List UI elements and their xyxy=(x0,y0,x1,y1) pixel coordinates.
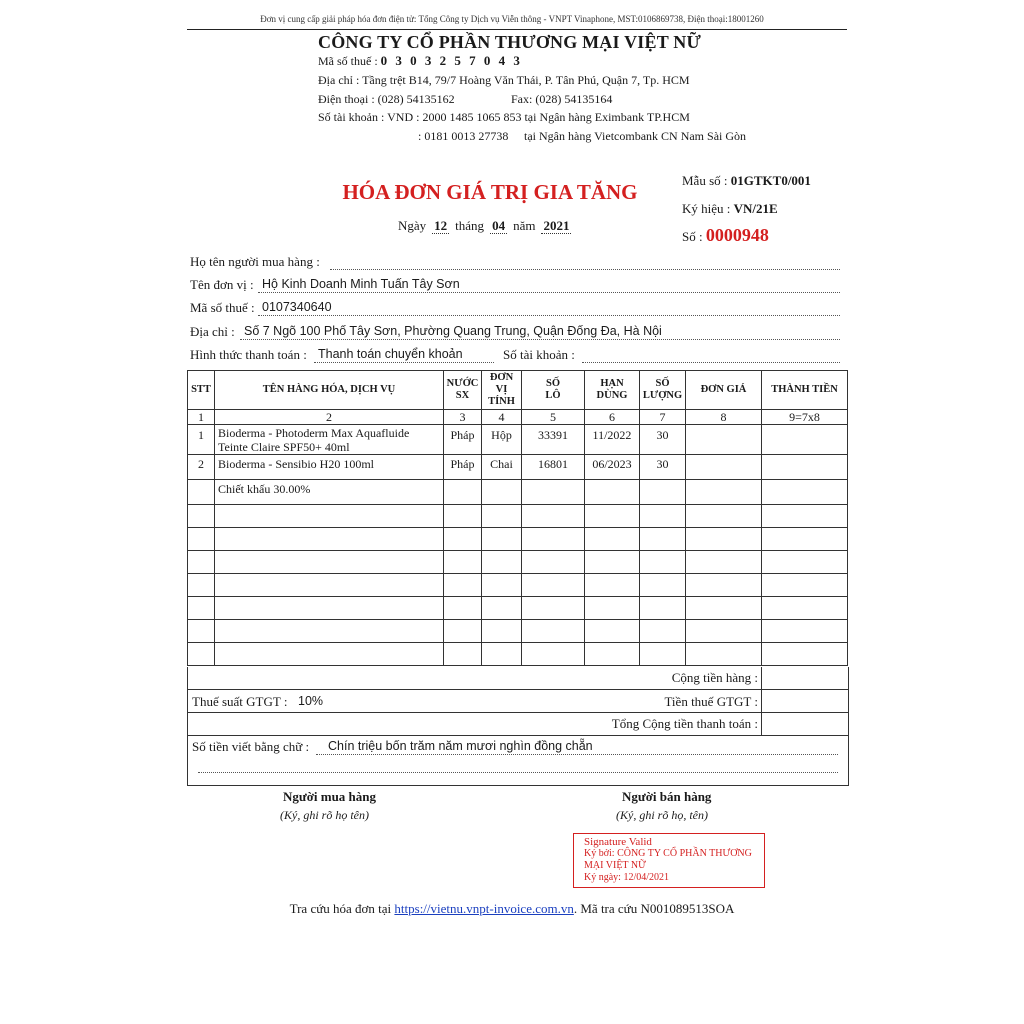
invoice-date xyxy=(398,218,577,234)
seller-account-1: Số tài khoản : VND : 2000 1485 1065 853 tại Ngân hàng Eximbank TP.HCM xyxy=(318,110,690,124)
table-row-empty xyxy=(188,597,848,620)
invoice-number xyxy=(682,225,769,246)
month-label: tháng xyxy=(455,218,485,233)
payment-line xyxy=(314,362,494,363)
seller-tax xyxy=(318,53,522,69)
form-value: 01GTKT0/001 xyxy=(730,173,811,188)
buyer-unit-value: Hộ Kinh Doanh Minh Tuấn Tây Sơn xyxy=(262,277,460,291)
signature-valid-text: Signature Valid xyxy=(584,836,652,848)
payment-value: Thanh toán chuyển khoản xyxy=(318,347,463,361)
buyer-sign-title: Người mua hàng xyxy=(283,789,377,804)
row-name: Bioderma - Photoderm Max Aquafluide Teinte Claire SPF50+ 40ml xyxy=(215,425,444,455)
buyer-address-value: Số 7 Ngõ 100 Phố Tây Sơn, Phường Quang Trung, Quận Đống Đa, Hà Nội xyxy=(244,324,662,338)
col-number: 1 xyxy=(188,410,215,425)
row-price xyxy=(686,425,762,455)
col-origin: NƯỚC SX xyxy=(444,371,482,410)
table-row-empty xyxy=(188,505,848,528)
number-label: Số : xyxy=(682,229,703,244)
words-value: Chín triệu bốn trăm năm mươi nghìn đồng chẵn xyxy=(328,739,593,753)
col-price: ĐƠN GIÁ xyxy=(686,371,762,410)
lookup-link[interactable]: https://vietnu.vnpt-invoice.com.vn xyxy=(394,901,574,916)
day-label: Ngày xyxy=(398,218,427,233)
col-number: 5 xyxy=(522,410,585,425)
row-qty xyxy=(640,480,686,505)
row-origin: Pháp xyxy=(444,425,482,455)
row-unit: Hộp xyxy=(482,425,522,455)
col-number: 2 xyxy=(215,410,444,425)
buyer-tax-label: Mã số thuế : xyxy=(190,300,255,315)
seller-phone: Điện thoại : (028) 54135162 xyxy=(318,92,455,106)
words-line-2 xyxy=(198,772,838,773)
col-amount: THÀNH TIỀN xyxy=(762,371,848,410)
row-amount xyxy=(762,425,848,455)
row-stt: 1 xyxy=(188,425,215,455)
row-amount xyxy=(762,455,848,480)
subtotal-value xyxy=(761,667,848,689)
buyer-address-label: Địa chỉ : xyxy=(190,324,235,339)
column-number-row xyxy=(188,410,848,425)
header-divider xyxy=(187,29,847,30)
seller-account-2-bank: tại Ngân hàng Vietcombank CN Nam Sài Gòn xyxy=(524,129,747,143)
symbol-label: Ký hiệu : xyxy=(682,201,731,216)
col-stt: STT xyxy=(188,371,215,410)
buyer-tax-value: 0107340640 xyxy=(262,300,332,314)
provider-note: Đơn vị cung cấp giải pháp hóa đơn điện tử: Tổng Công ty Dịch vụ Viễn thông - VNPT Vinaphone, MST:0106869738, Điện thoại:18001260 xyxy=(260,14,764,24)
row-expiry: 11/2022 xyxy=(585,425,640,455)
buyer-account-line xyxy=(582,362,840,363)
buyer-address-line xyxy=(240,339,840,340)
col-number: 8 xyxy=(686,410,762,425)
vat-value xyxy=(761,690,848,712)
seller-account-2-no: : 0181 0013 27738 xyxy=(418,129,509,143)
day-value: 12 xyxy=(434,218,448,233)
table-row-empty xyxy=(188,551,848,574)
seller-address: Địa chỉ : Tầng trệt B14, 79/7 Hoàng Văn Thái, P. Tân Phú, Quận 7, Tp. HCM xyxy=(318,73,690,87)
row-name: Bioderma - Sensibio H20 100ml xyxy=(215,455,444,480)
year-value: 2021 xyxy=(543,218,570,233)
row-lot xyxy=(522,480,585,505)
col-name: TÊN HÀNG HÓA, DỊCH VỤ xyxy=(215,371,444,410)
words-line-1 xyxy=(316,754,838,755)
col-unit: ĐƠN VỊ TÍNH xyxy=(482,371,522,410)
items-table xyxy=(187,370,848,666)
row-origin: Pháp xyxy=(444,455,482,480)
col-number: 3 xyxy=(444,410,482,425)
row-lot: 16801 xyxy=(522,455,585,480)
row-qty: 30 xyxy=(640,455,686,480)
buyer-account-label: Số tài khoản : xyxy=(503,347,575,362)
seller-fax: Fax: (028) 54135164 xyxy=(511,92,613,106)
row-expiry: 06/2023 xyxy=(585,455,640,480)
row-stt: 2 xyxy=(188,455,215,480)
vat-rate-value: 10% xyxy=(298,694,324,708)
buyer-tax-line xyxy=(258,315,840,316)
col-qty: SỐ LƯỢNG xyxy=(640,371,686,410)
invoice-symbol xyxy=(682,201,778,217)
signed-date-text: Ký ngày: 12/04/2021 xyxy=(584,872,669,883)
form-label: Mẫu số : xyxy=(682,173,728,188)
seller-name: CÔNG TY CỔ PHẦN THƯƠNG MẠI VIỆT NỮ xyxy=(318,32,701,52)
table-row-empty xyxy=(188,643,848,666)
vat-row xyxy=(187,690,849,713)
subtotal-row xyxy=(187,667,849,690)
buyer-name-line xyxy=(330,269,840,270)
signed-by-text-2: MẠI VIỆT NỮ xyxy=(584,860,646,871)
row-unit: Chai xyxy=(482,455,522,480)
signed-by-text: Ký bởi: CÔNG TY CỔ PHẦN THƯƠNG xyxy=(584,848,752,859)
subtotal-label: Cộng tiền hàng : xyxy=(671,670,758,685)
table-row xyxy=(188,425,848,455)
lookup-suffix: . Mã tra cứu N001089513SOA xyxy=(573,901,735,916)
row-origin xyxy=(444,480,482,505)
row-expiry xyxy=(585,480,640,505)
col-number: 7 xyxy=(640,410,686,425)
year-label: năm xyxy=(513,218,536,233)
number-value: 0000948 xyxy=(705,225,769,245)
table-row xyxy=(188,455,848,480)
total-value xyxy=(761,713,848,735)
col-lot: SỐ LÔ xyxy=(522,371,585,410)
table-row-empty xyxy=(188,574,848,597)
invoice-title: HÓA ĐƠN GIÁ TRỊ GIA TĂNG xyxy=(342,180,638,204)
total-row xyxy=(187,713,849,736)
words-label: Số tiền viết bằng chữ : xyxy=(192,739,310,754)
lookup-prefix: Tra cứu hóa đơn tại xyxy=(289,901,392,916)
invoice-lookup xyxy=(0,901,1024,917)
table-row-empty xyxy=(188,620,848,643)
seller-sign-title: Người bán hàng xyxy=(622,789,712,804)
seller-sign-note: (Ký, ghi rõ họ, tên) xyxy=(616,808,708,822)
row-name: Chiết khấu 30.00% xyxy=(215,480,444,505)
table-header-row xyxy=(188,371,848,410)
buyer-unit-line xyxy=(258,292,840,293)
row-lot: 33391 xyxy=(522,425,585,455)
symbol-value: VN/21E xyxy=(733,201,778,216)
digital-signature-box xyxy=(573,833,765,888)
payment-label: Hình thức thanh toán : xyxy=(190,347,307,362)
row-unit xyxy=(482,480,522,505)
row-amount xyxy=(762,480,848,505)
buyer-unit-label: Tên đơn vị : xyxy=(190,277,254,292)
amount-in-words-row xyxy=(187,736,849,786)
row-qty: 30 xyxy=(640,425,686,455)
row-price xyxy=(686,455,762,480)
seller-tax-label: Mã số thuế : xyxy=(318,54,378,68)
seller-tax-code: 0 3 0 3 2 5 7 0 4 3 xyxy=(380,53,523,68)
row-price xyxy=(686,480,762,505)
col-expiry: HẠN DÙNG xyxy=(585,371,640,410)
col-number: 6 xyxy=(585,410,640,425)
vat-label: Tiền thuế GTGT : xyxy=(664,694,758,709)
form-number xyxy=(682,173,811,189)
total-label: Tổng Cộng tiền thanh toán : xyxy=(611,716,758,731)
table-row-empty xyxy=(188,528,848,551)
month-value: 04 xyxy=(492,218,506,233)
buyer-sign-note: (Ký, ghi rõ họ tên) xyxy=(280,808,369,822)
buyer-name-label: Họ tên người mua hàng : xyxy=(190,254,320,269)
row-stt xyxy=(188,480,215,505)
col-number: 4 xyxy=(482,410,522,425)
table-row xyxy=(188,480,848,505)
vat-rate-label: Thuế suất GTGT : xyxy=(192,694,288,709)
col-number: 9=7x8 xyxy=(762,410,848,425)
